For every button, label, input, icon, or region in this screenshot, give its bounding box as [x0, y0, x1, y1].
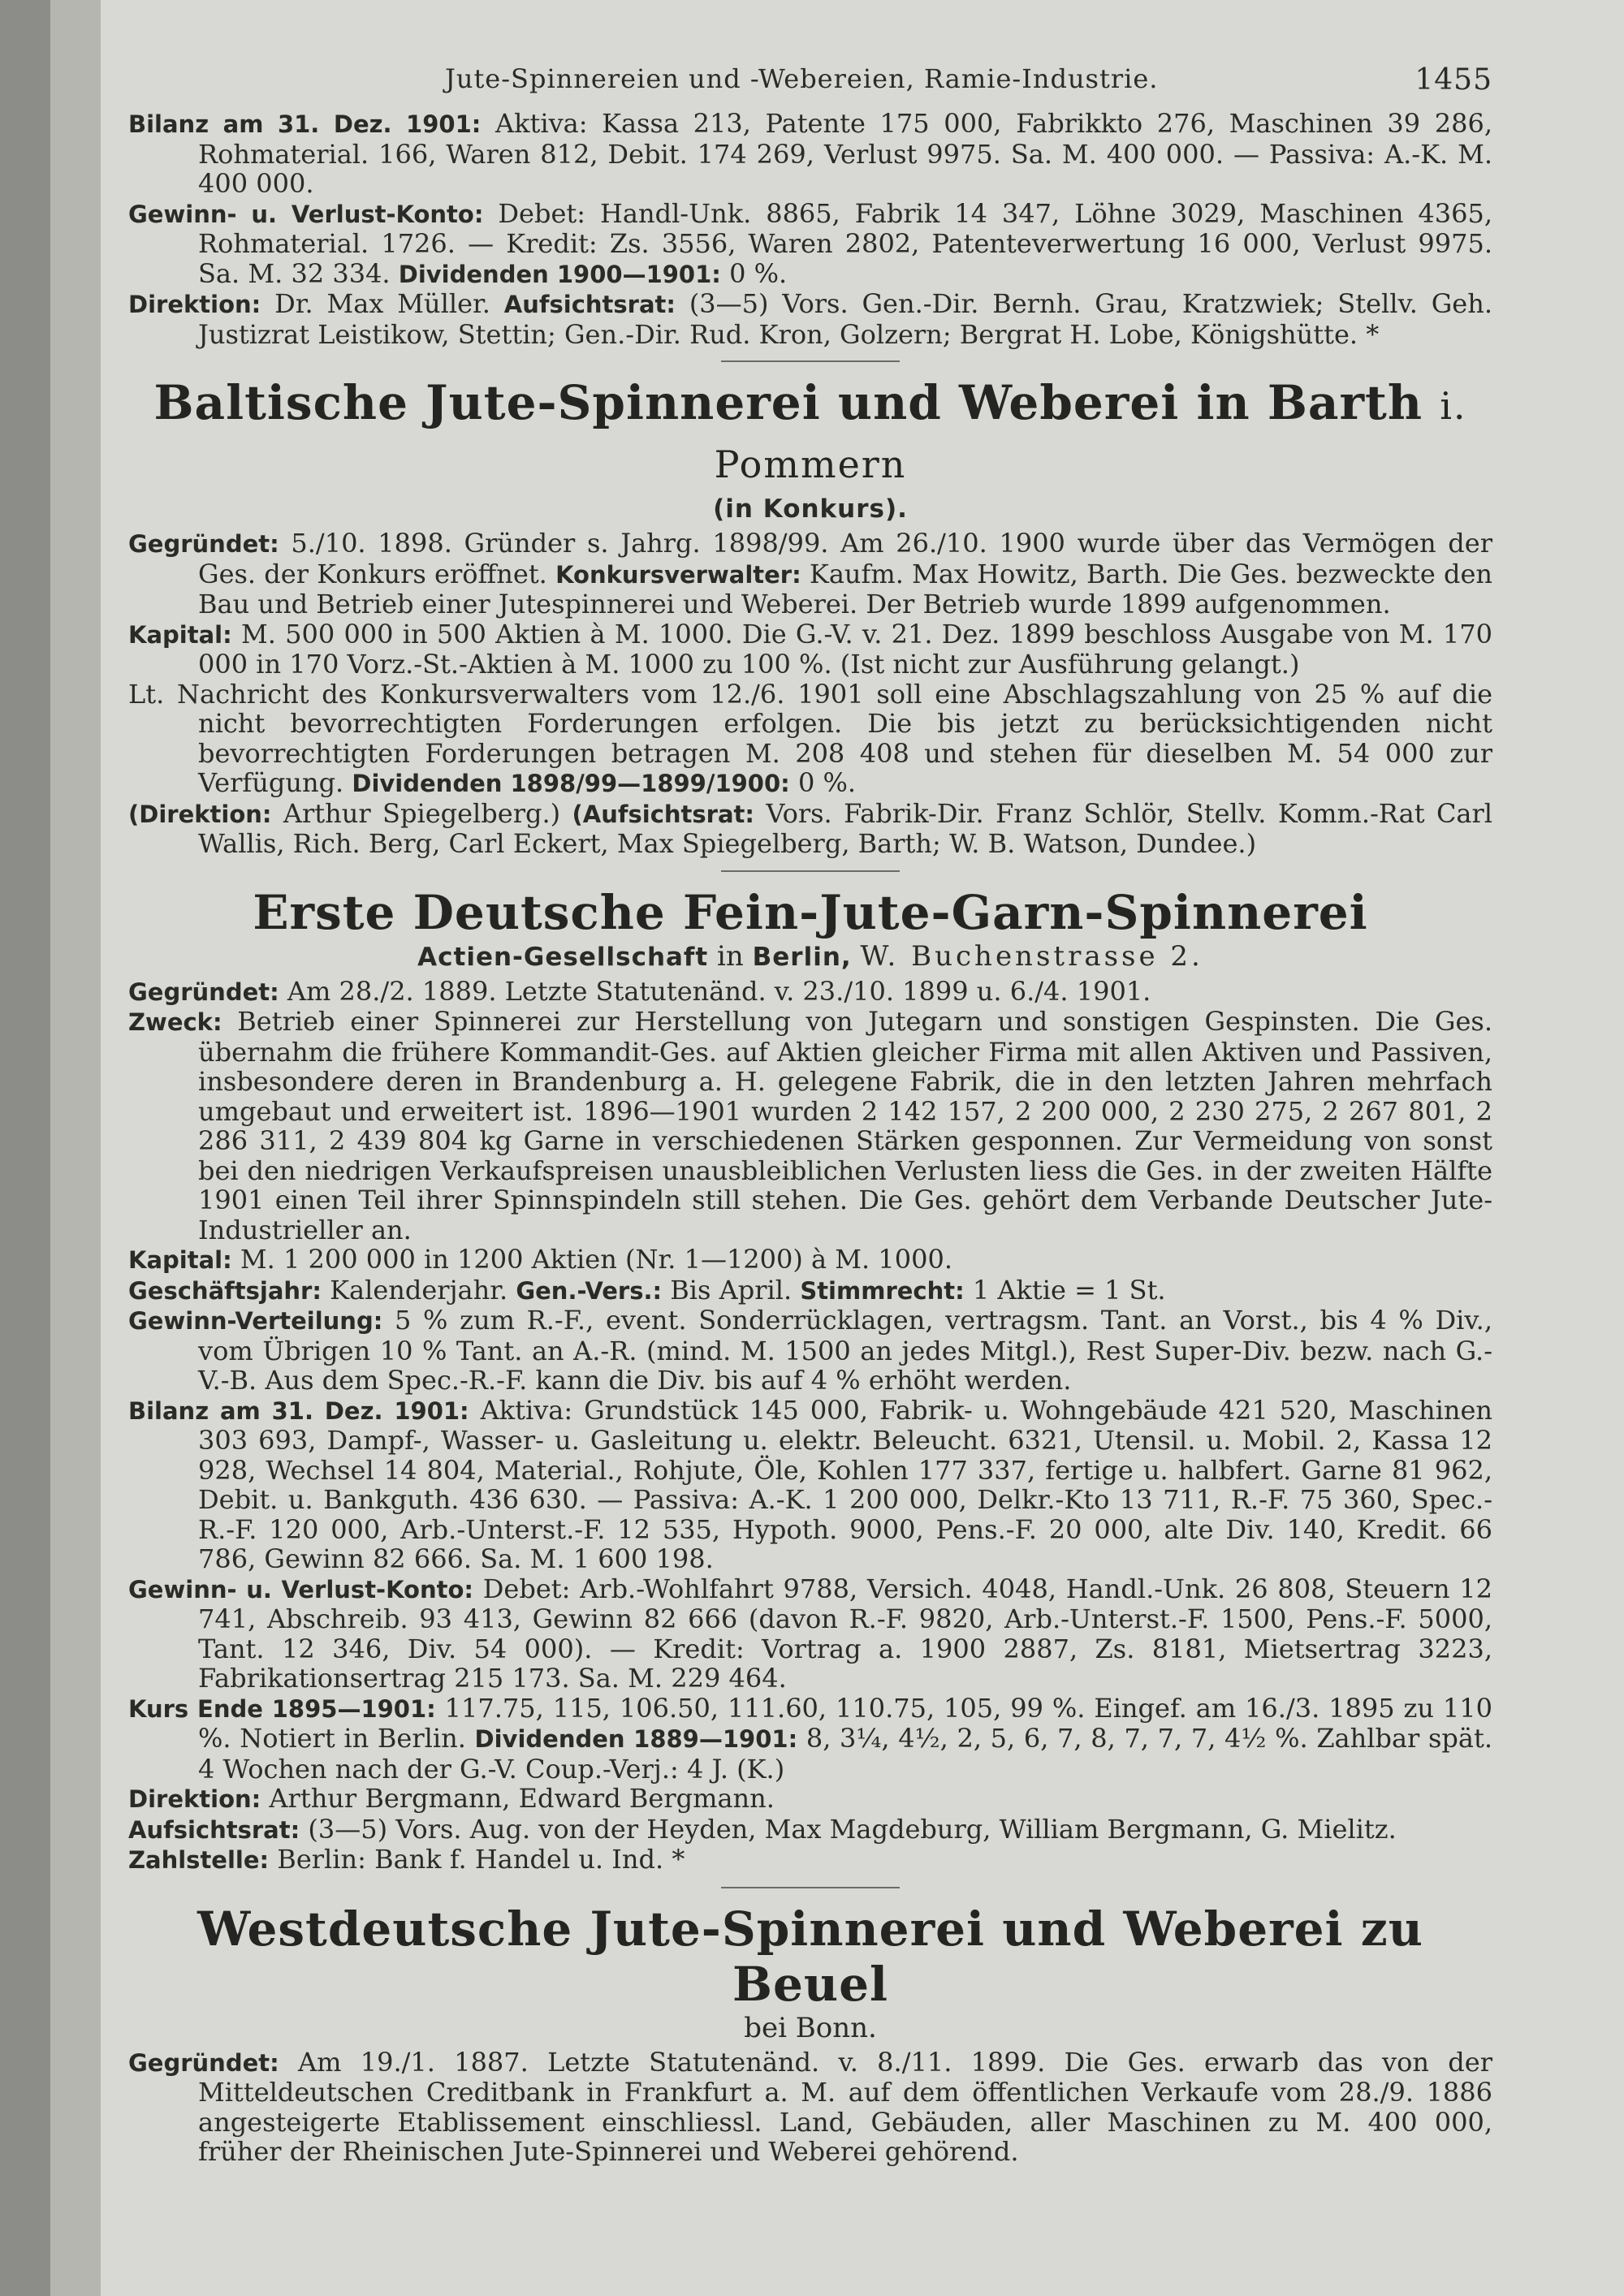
kapital-label: Kapital:	[128, 620, 232, 649]
geschaeftsjahr-paragraph	[128, 1275, 1492, 1306]
entry-subtitle	[128, 940, 1492, 973]
dividenden-label: Dividenden 1898/99—1899/1900:	[352, 770, 790, 797]
kapital-note-text: Lt. Nachricht des Konkursverwalters vom 12./6. 1901 soll eine Abschlagszahlung von 25 % auf die nicht bevorrechtigten Forderungen erfolgen. Die bis jetzt zu berücksichtigenden nicht bevorrechtigten Forderungen betragen M. 208 408 und stehen für dieselben M. 54 000 zur Verfügung.	[128, 678, 1492, 798]
konkursverwalter-text: Kaufm. Max Howitz, Barth. Die Ges. bezweckte den Bau und Betrieb einer Jutespinnerei und Weberei. Der Betrieb wurde 1899 aufgenommen.	[198, 558, 1493, 619]
guv-paragraph	[128, 1574, 1492, 1694]
page-number: 1455	[1415, 63, 1492, 97]
stimmrecht-label: Stimmrecht:	[800, 1276, 965, 1305]
gen-vers-text: Bis April.	[670, 1274, 793, 1306]
konkursverwalter-label: Konkursverwalter:	[555, 560, 801, 589]
entry-subtitle-city: Berlin,	[752, 942, 852, 972]
zahlstelle-label: Zahlstelle:	[128, 1846, 270, 1874]
direktion-paragraph	[128, 1784, 1492, 1815]
aufsichtsrat-text: (3—5) Vors. Gen.-Dir. Bernh. Grau, Kratzwiek; Stellv. Geh. Justizrat Leistikow, Stettin; Gen.-Dir. Rud. Kron, Golzern; Bergrat H. Lobe, Königshütte. *	[198, 288, 1493, 350]
dividenden-text: 0 %.	[729, 257, 788, 289]
geschaeftsjahr-label: Geschäftsjahr:	[128, 1276, 322, 1305]
aufsichtsrat-paragraph	[128, 1815, 1492, 1845]
gen-vers-label: Gen.-Vers.:	[516, 1276, 663, 1305]
gewinn-verteilung-text: 5 % zum R.-F., event. Sonderrücklagen, vertragsm. Tant. an Vorst., bis 4 % Div., vom Übrigen 10 % Tant. an A.-R. (mind. M. 1500 an jedes Mitgl.), Rest Super-Div. bezw. nach G.-V.-B. Aus dem Spec.-R.-F. kann die Div. bis auf 4 % erhöht werden.	[198, 1305, 1493, 1396]
zweck-label: Zweck:	[128, 1008, 222, 1036]
direktion-paragraph	[128, 799, 1492, 859]
entry-title-main: Baltische Jute-Spinnerei und Weberei in Barth	[153, 375, 1423, 430]
page-gutter	[50, 0, 101, 2296]
entry-subtitle: bei Bonn.	[744, 2011, 877, 2044]
kurs-label: Kurs Ende 1895—1901:	[128, 1694, 436, 1723]
entry-title-suffix: i. Pommern	[714, 384, 1467, 486]
entry-subtitle-address: W. Buchenstrasse 2.	[860, 939, 1203, 973]
bilanz-paragraph	[128, 1396, 1492, 1574]
bilanz-label: Bilanz am 31. Dez. 1901:	[128, 1396, 469, 1425]
gegruendet-paragraph	[128, 2048, 1492, 2167]
zweck-text: Betrieb einer Spinnerei zur Herstellung von Jutegarn und sonstigen Gespinsten. Die Ges. übernahm die frühere Kommandit-Ges. auf Aktien gleicher Firma mit allen Aktiven und Passiven, insbesondere deren in Brandenburg a. H. gelegene Fabrik, die in den letzten Jahren mehrfach umgebaut und erweitert ist. 1896—1901 wurden 2 142 157, 2 200 000, 2 230 275, 2 267 801, 2 286 311, 2 439 804 kg Garne in verschiedenen Stärken gesponnen. Zur Vermeidung von sonst bei den niedrigen Verkaufspreisen unausbleiblichen Verlusten liess die Ges. in der zweiten Hälfte 1901 einen Teil ihrer Spinnspindeln still stehen. Die Ges. gehört dem Verbande Deutscher Jute-Industrieller an.	[198, 1006, 1493, 1245]
entry-westdeutsche-jute	[128, 1901, 1492, 2167]
gegruendet-text: Am 19./1. 1887. Letzte Statutenänd. v. 8./11. 1899. Die Ges. erwarb das von der Mitteldeutschen Creditbank in Frankfurt a. M. auf dem öffentlichen Verkaufe vom 28./9. 1886 angesteigerte Etablissement einschliessl. Land, Gebäuden, aller Maschinen zu M. 400 000, früher der Rheinischen Jute-Spinnerei und Weberei gehörend.	[198, 2046, 1493, 2167]
direktion-label: Direktion:	[128, 1785, 261, 1813]
direktion-label: (Direktion:	[128, 800, 272, 828]
stimmrecht-text: 1 Aktie = 1 St.	[972, 1274, 1166, 1306]
direktion-paragraph	[128, 289, 1492, 349]
direktion-text: Dr. Max Müller.	[274, 288, 490, 319]
entry-subtitle-company-form: Actien-Gesellschaft	[417, 942, 709, 972]
entry-title: Westdeutsche Jute-Spinnerei und Weberei zu Beuel	[197, 1901, 1423, 2012]
entry-subtitle-in: in	[717, 939, 744, 973]
bilanz-label: Bilanz am 31. Dez. 1901:	[128, 110, 482, 138]
guv-text: Debet: Arb.-Wohlfahrt 9788, Versich. 4048, Handl.-Unk. 26 808, Steuern 12 741, Abschreib. 93 413, Gewinn 82 666 (davon R.-F. 9820, Arb.-Unterst.-F. 1500, Pens.-F. 5000, Tant. 12 346, Div. 54 000). — Kredit: Vortrag a. 1900 2887, Zs. 8181, Mietsertrag 3223, Fabrikationsertrag 215 173. Sa. M. 229 464.	[198, 1573, 1493, 1694]
gewinn-verteilung-paragraph	[128, 1306, 1492, 1396]
kapital-label: Kapital:	[128, 1246, 232, 1274]
aufsichtsrat-label: Aufsichtsrat:	[128, 1815, 300, 1844]
dividenden-text: 0 %.	[797, 767, 857, 798]
aufsichtsrat-text: Vors. Fabrik-Dir. Franz Schlör, Stellv. Komm.-Rat Carl Wallis, Rich. Berg, Carl Eckert, Max Spiegelberg, Barth; W. B. Watson, Dundee.)	[198, 797, 1493, 859]
guv-label: Gewinn- u. Verlust-Konto:	[128, 1575, 474, 1603]
guv-label: Gewinn- u. Verlust-Konto:	[128, 200, 484, 228]
aufsichtsrat-text: (3—5) Vors. Aug. von der Heyden, Max Magdeburg, William Bergmann, G. Mielitz.	[308, 1813, 1397, 1845]
gegruendet-label: Gegründet:	[128, 2048, 279, 2077]
kapital-paragraph	[128, 619, 1492, 680]
gegruendet-label: Gegründet:	[128, 978, 279, 1006]
running-head-title: Jute-Spinnereien und -Webereien, Ramie-Industrie.	[445, 63, 1159, 94]
kurs-text: 117.75, 115, 106.50, 111.60, 110.75, 105, 99 %. Eingef. am 16./3. 1895 zu 110 %. Notiert in Berlin.	[198, 1692, 1492, 1754]
direktion-text: Arthur Spiegelberg.)	[283, 797, 561, 829]
gegruendet-text: Am 28./2. 1889. Letzte Statutenänd. v. 23./10. 1899 u. 6./4. 1901.	[287, 975, 1151, 1007]
gegruendet-paragraph	[128, 977, 1492, 1008]
dividenden-text: 8, 3¼, 4½, 2, 5, 6, 7, 8, 7, 7, 7, 4½ %. Zahlbar spät. 4 Wochen nach der G.-V. Coup.-Verj.: 4 J. (K.)	[198, 1723, 1493, 1785]
guv-paragraph	[128, 199, 1492, 290]
dividenden-label: Dividenden 1889—1901:	[474, 1725, 798, 1753]
page-content	[128, 63, 1492, 2167]
bilanz-text: Aktiva: Grundstück 145 000, Fabrik- u. Wohngebäude 421 520, Maschinen 303 693, Dampf-, Wasser- u. Gasleitung u. elektr. Beleucht. 6321, Utensil. u. Mobil. 2, Kassa 12 928, Wechsel 14 804, Material., Rohjute, Öle, Kohlen 177 337, fertige u. halbfert. Garne 81 962, Debit. u. Bankguth. 436 630. — Passiva: A.-K. 1 200 000, Delkr.-Kto 13 711, R.-F. 75 360, Spec.-R.-F. 120 000, Arb.-Unterst.-F. 12 535, Hypoth. 9000, Pens.-F. 20 000, alte Div. 140, Kredit. 66 786, Gewinn 82 666. Sa. M. 1 600 198.	[198, 1394, 1493, 1574]
geschaeftsjahr-text: Kalenderjahr.	[330, 1274, 508, 1306]
kapital-text: M. 500 000 in 500 Aktien à M. 1000. Die G.-V. v. 21. Dez. 1899 beschloss Ausgabe von M. 170 000 in 170 Vorz.-St.-Aktien à M. 1000 zu 100 %. (Ist nicht zur Ausführung gelangt.)	[198, 618, 1492, 680]
separator-rule	[721, 360, 900, 362]
entry-baltische-jute	[128, 375, 1492, 859]
bilanz-text: Aktiva: Kassa 213, Patente 175 000, Fabrikkto 276, Maschinen 39 286, Rohmaterial. 166, Waren 812, Debit. 174 269, Verlust 9975. Sa. M. 400 000. — Passiva: A.-K. M. 400 000.	[198, 108, 1492, 199]
kurs-paragraph	[128, 1694, 1492, 1785]
bilanz-paragraph	[128, 109, 1492, 199]
aufsichtsrat-label: Aufsichtsrat:	[503, 291, 676, 318]
entry-title: Erste Deutsche Fein-Jute-Garn-Spinnerei	[253, 884, 1368, 940]
dividenden-label: Dividenden 1900—1901:	[398, 260, 721, 288]
kapital-note-paragraph	[128, 680, 1492, 799]
gegruendet-label: Gegründet:	[128, 530, 279, 558]
entry-subtitle	[128, 492, 1492, 525]
gegruendet-paragraph	[128, 529, 1492, 619]
direktion-text: Arthur Bergmann, Edward Bergmann.	[269, 1783, 775, 1814]
gewinn-verteilung-label: Gewinn-Verteilung:	[128, 1307, 383, 1335]
gegruendet-text: 5./10. 1898. Gründer s. Jahrg. 1898/99. Am 26./10. 1900 wurde über das Vermögen der Ges. der Konkurs eröffnet.	[198, 528, 1493, 589]
entry-subtitle-status: (in Konkurs).	[713, 494, 908, 524]
separator-rule	[721, 1887, 900, 1888]
separator-rule	[721, 870, 900, 872]
zweck-paragraph	[128, 1007, 1492, 1245]
book-edge	[0, 0, 50, 2296]
kapital-paragraph	[128, 1245, 1492, 1275]
entry-erste-deutsche-fein-jute	[128, 885, 1492, 1875]
guv-text: Debet: Handl-Unk. 8865, Fabrik 14 347, Löhne 3029, Maschinen 4365, Rohmaterial. 1726. — Kredit: Zs. 3556, Waren 2802, Patenteverwertung 16 000, Verlust 9975. Sa. M. 32 334.	[198, 197, 1493, 289]
zahlstelle-text: Berlin: Bank f. Handel u. Ind. *	[277, 1844, 685, 1875]
direktion-label: Direktion:	[128, 291, 261, 318]
entry-previous-continued	[128, 109, 1492, 349]
kapital-text: M. 1 200 000 in 1200 Aktien (Nr. 1—1200) à M. 1000.	[240, 1244, 952, 1275]
aufsichtsrat-label: (Aufsichtsrat:	[572, 800, 754, 828]
running-head	[128, 63, 1492, 109]
entry-title	[128, 375, 1492, 492]
zahlstelle-paragraph	[128, 1845, 1492, 1875]
